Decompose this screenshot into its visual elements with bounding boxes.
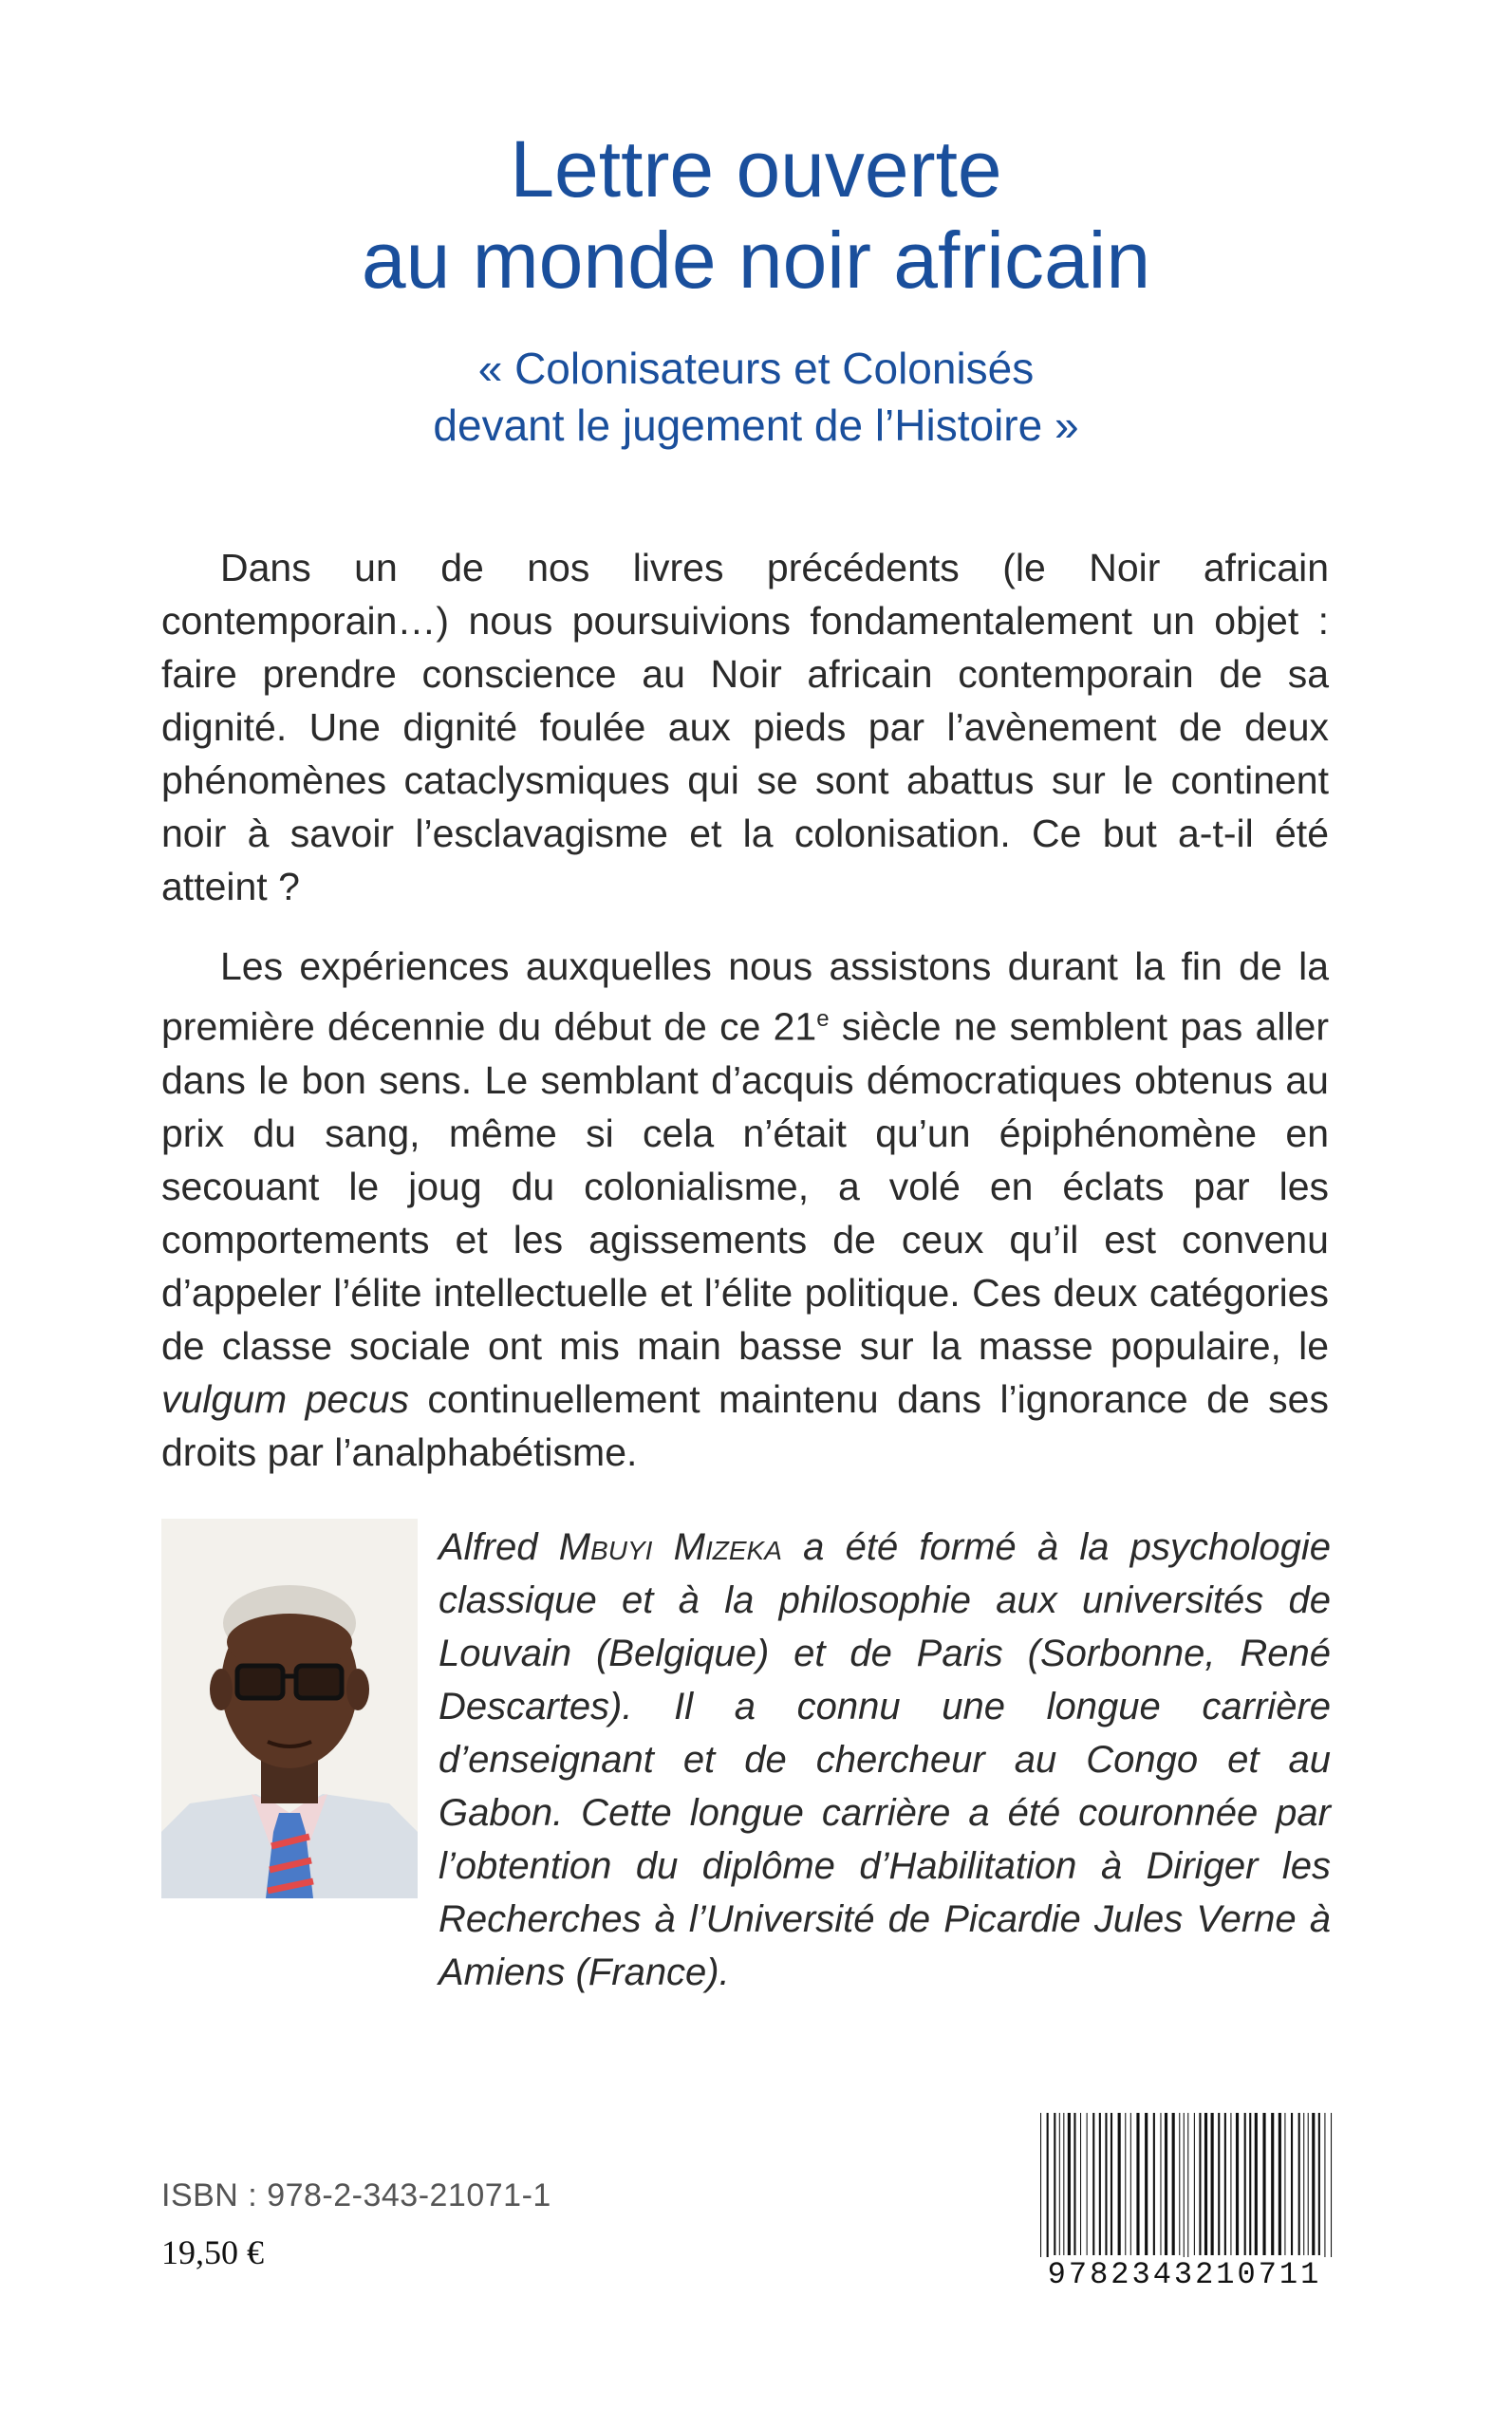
barcode-bar bbox=[1249, 2113, 1251, 2255]
barcode-bar bbox=[1080, 2113, 1081, 2255]
barcode-bar bbox=[1224, 2113, 1226, 2255]
barcode-bar bbox=[1118, 2113, 1121, 2255]
barcode-bar bbox=[1130, 2113, 1131, 2255]
barcode-bar bbox=[1040, 2113, 1041, 2274]
author-surname: Mbuyi Mizeka bbox=[558, 1526, 782, 1568]
book-title-line-2: au monde noir africain bbox=[361, 215, 1151, 305]
barcode bbox=[1033, 2109, 1336, 2295]
barcode-bar bbox=[1211, 2113, 1214, 2255]
barcode-bar bbox=[1153, 2113, 1155, 2255]
barcode-bar bbox=[1230, 2113, 1231, 2255]
book-title-line-1: Lettre ouverte bbox=[510, 124, 1002, 214]
price: 19,50 € bbox=[161, 2233, 264, 2271]
barcode-bar bbox=[1187, 2113, 1188, 2274]
barcode-bar bbox=[1092, 2113, 1094, 2255]
barcode-bar bbox=[1145, 2113, 1148, 2255]
barcode-bar bbox=[1172, 2113, 1175, 2255]
barcode-bar bbox=[1284, 2113, 1285, 2255]
barcode-bar bbox=[1318, 2113, 1320, 2255]
author-bio-text: a été formé à la psychologie classique et à la philosophie aux universités de Louvain (Belgique) et de Paris (Sorbonne, René Descartes). Il a connu une longue carrière d’enseignant et de chercheur au Congo et au Gabon. Cette longue carrière a été couronnée par l’obtention du diplôme d’Habilitation à Diriger les Recherches à l’Université de Picardie Jules Verne à Amiens (France). bbox=[439, 1526, 1332, 1993]
barcode-bar bbox=[1184, 2113, 1185, 2274]
barcode-bar bbox=[1099, 2113, 1101, 2255]
barcode-bar bbox=[1179, 2113, 1180, 2255]
barcode-bar bbox=[1303, 2113, 1304, 2255]
book-title bbox=[0, 123, 1512, 306]
barcode-bar bbox=[1160, 2113, 1161, 2255]
barcode-bar bbox=[1312, 2113, 1315, 2255]
barcode-bar bbox=[1087, 2113, 1088, 2255]
author-first-name: Alfred bbox=[439, 1526, 559, 1568]
barcode-bar bbox=[1244, 2113, 1246, 2255]
barcode-bar bbox=[1068, 2113, 1071, 2255]
book-subtitle-line-2: devant le jugement de l’Histoire » bbox=[433, 401, 1079, 450]
barcode-bar bbox=[1331, 2113, 1332, 2274]
author-photo bbox=[161, 1519, 418, 1898]
ordinal-superscript: e bbox=[816, 1006, 830, 1032]
blurb-paragraph-2 bbox=[161, 940, 1329, 1479]
barcode-bar bbox=[1199, 2113, 1201, 2255]
barcode-bar bbox=[1111, 2113, 1112, 2255]
barcode-bar bbox=[1271, 2113, 1274, 2255]
blurb-paragraph-2-part-1: Les expériences auxquelles nous assistons durant la fin de la première décennie du début de ce 21 bbox=[161, 944, 1329, 1049]
barcode-bar bbox=[1059, 2113, 1060, 2255]
barcode-bar bbox=[1218, 2113, 1220, 2255]
barcode-bar bbox=[1291, 2113, 1293, 2255]
barcode-bar bbox=[1105, 2113, 1107, 2255]
barcode-digits: 9782343210711 bbox=[1033, 2257, 1336, 2292]
barcode-bar bbox=[1165, 2113, 1167, 2255]
barcode-bar bbox=[1236, 2113, 1239, 2255]
barcode-bar bbox=[1194, 2113, 1195, 2255]
blurb-paragraph-2-part-3: continuellement maintenu dans l’ignorance de ses droits par l’analphabétisme. bbox=[161, 1376, 1329, 1474]
barcode-bar bbox=[1073, 2113, 1075, 2255]
book-subtitle-line-1: « Colonisateurs et Colonisés bbox=[477, 344, 1035, 393]
barcode-bar bbox=[1262, 2113, 1265, 2255]
blurb bbox=[161, 541, 1329, 1505]
barcode-bar bbox=[1324, 2113, 1325, 2274]
barcode-bar bbox=[1279, 2113, 1281, 2255]
author-bio bbox=[439, 1521, 1331, 1999]
barcode-bar bbox=[1298, 2113, 1300, 2255]
barcode-bar bbox=[1047, 2113, 1049, 2274]
isbn: ISBN : 978-2-343-21071-1 bbox=[161, 2177, 551, 2213]
blurb-paragraph-2-part-2: siècle ne semblent pas aller dans le bon sens. Le semblant d’acquis démocratiques obtenus au prix du sang, même si cela n’était qu’un épiphénomène en secouant le joug du colonialisme, a volé en éclats par les comportements et les agissements de ceux qu’il est convenu d’appeler l’élite intellectuelle et l’élite politique. Ces deux catégories de classe sociale ont mis main basse sur la masse populaire, le bbox=[161, 1004, 1329, 1368]
barcode-bar bbox=[1255, 2113, 1258, 2255]
author-portrait-illustration bbox=[161, 1519, 418, 1898]
barcode-bar bbox=[1136, 2113, 1139, 2255]
blurb-paragraph-1: Dans un de nos livres précédents (le Noir africain contemporain…) nous poursuivions fondamentalement un objet : faire prendre conscience au Noir africain contemporain de sa dignité. Une dignité foulée aux pieds par l’avènement de deux phénomènes cataclysmiques qui se sont abattus sur le continent noir à savoir l’esclavagisme et la colonisation. Ce but a-t-il été atteint ? bbox=[161, 546, 1329, 908]
latin-phrase: vulgum pecus bbox=[161, 1376, 409, 1421]
barcode-bar bbox=[1063, 2113, 1064, 2255]
book-subtitle bbox=[0, 340, 1512, 454]
barcode-bar bbox=[1204, 2113, 1207, 2255]
barcode-bar bbox=[1125, 2113, 1126, 2255]
barcode-bar bbox=[1054, 2113, 1055, 2255]
barcode-bar bbox=[1308, 2113, 1309, 2255]
